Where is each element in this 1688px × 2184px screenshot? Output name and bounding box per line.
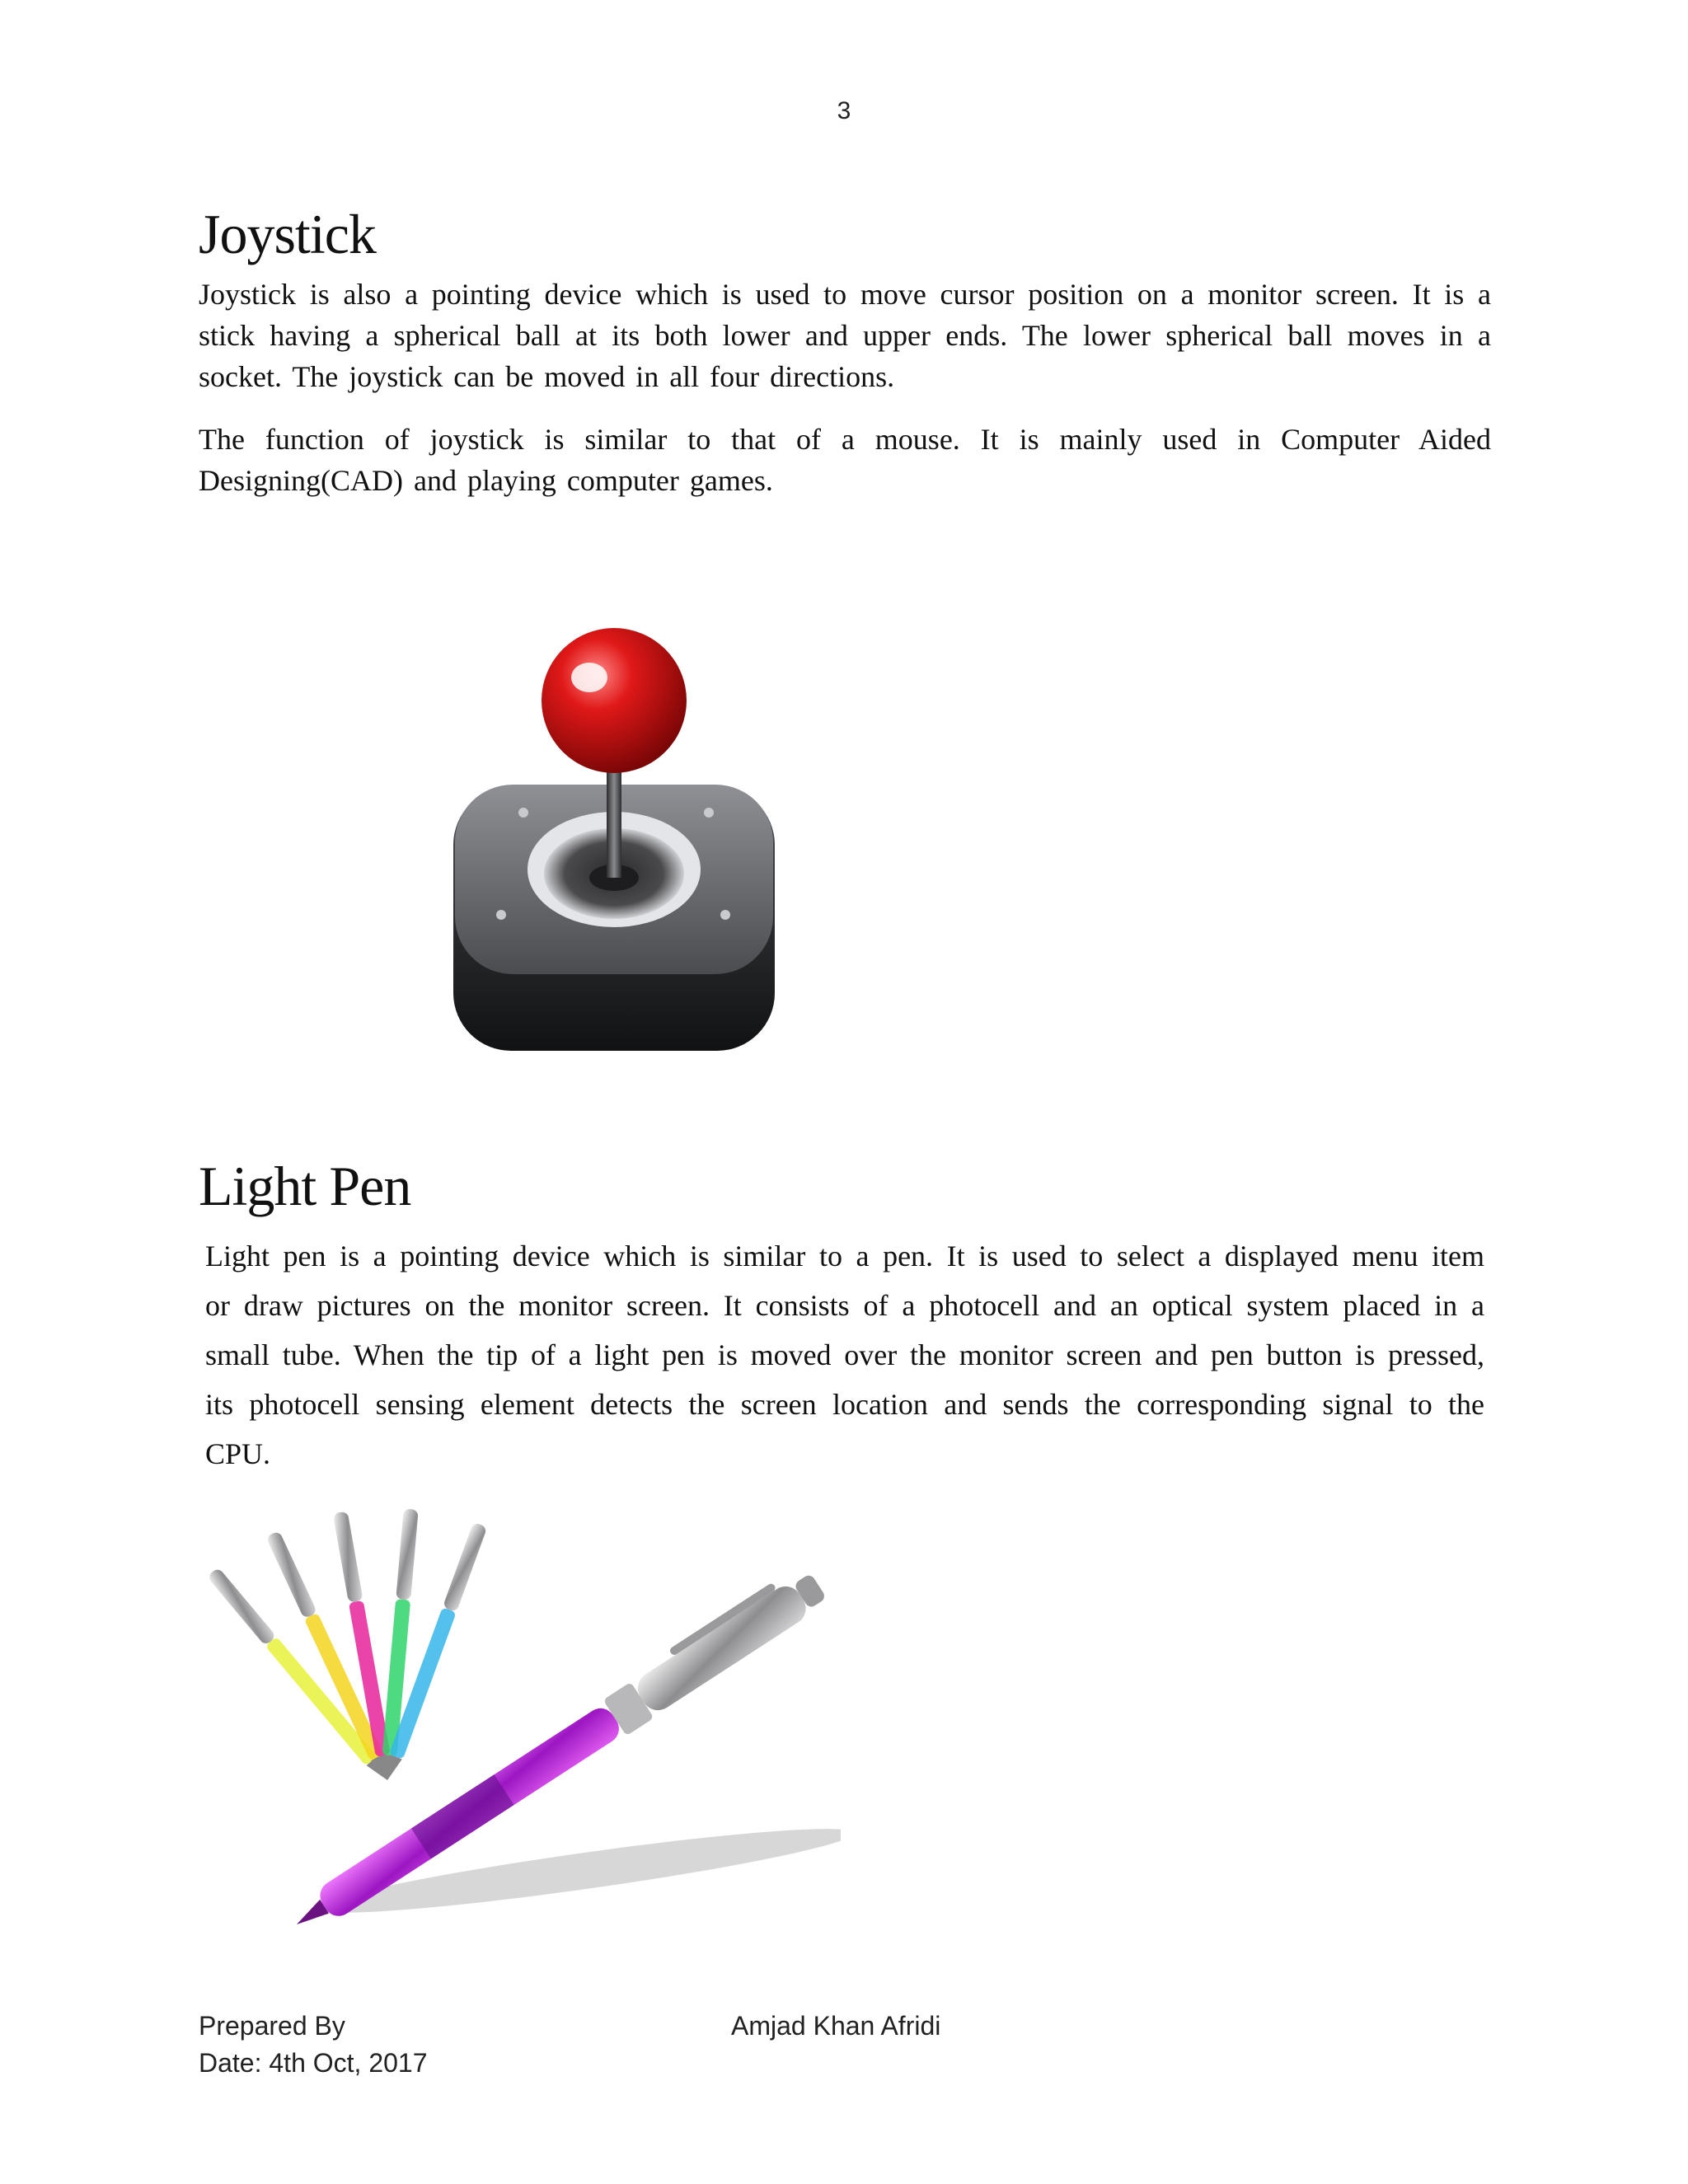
joystick-icon xyxy=(445,626,791,1063)
page-number: 3 xyxy=(837,97,851,124)
joystick-paragraph-2: The function of joystick is similar to that of a mouse. It is mainly used in Computer Aided Designing(CAD) and playing computer games. xyxy=(199,423,1491,497)
footer-author: Amjad Khan Afridi xyxy=(731,2011,941,2041)
joystick-paragraph-1: Joystick is also a pointing device which is used to move cursor position on a monitor screen. It is a stick having a spherical ball at its both lower and upper ends. The lower spherical ball moves in a socket. The joystick can be moved in all four directions. xyxy=(199,278,1491,393)
section-heading-joystick: Joystick xyxy=(199,203,376,265)
section-heading-light-pen: Light Pen xyxy=(199,1155,411,1217)
light-pen-icon xyxy=(198,1508,841,1937)
footer-prepared-by: Prepared By xyxy=(199,2011,345,2041)
light-pen-paragraph: Light pen is a pointing device which is similar to a pen. It is used to select a displayed menu item or draw pictures on the monitor screen. It consists of a photocell and an optical system placed in a small tube. When the tip of a light pen is moved over the monitor screen and pen button is pressed, its photocell sensing element detects the screen location and sends the corresponding signal to the CPU. xyxy=(205,1240,1484,1470)
footer-date: Date: 4th Oct, 2017 xyxy=(199,2048,428,2078)
